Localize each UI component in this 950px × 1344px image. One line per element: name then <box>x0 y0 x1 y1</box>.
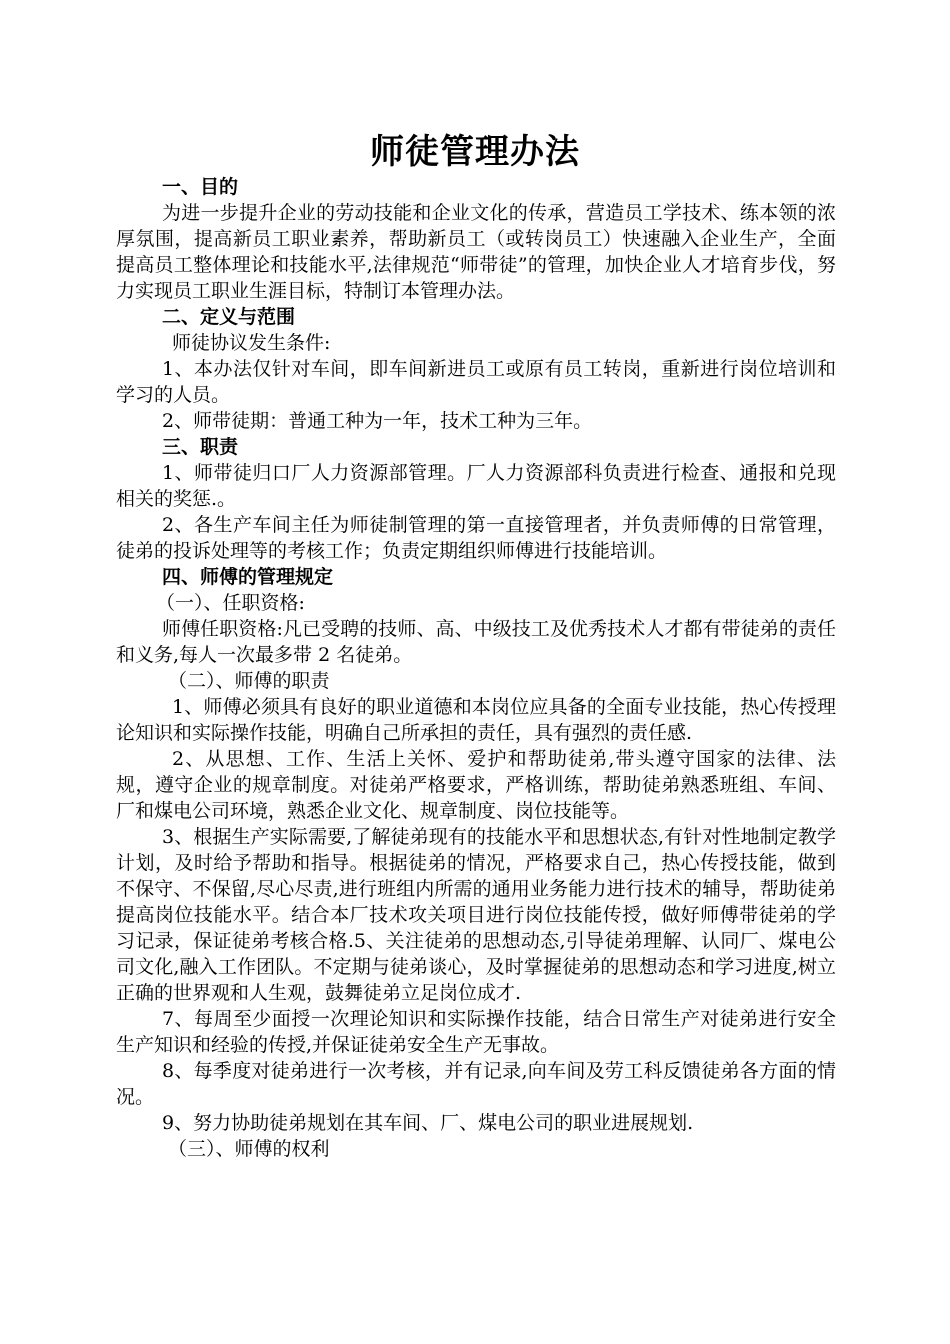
paragraph: 1、师带徒归口厂人力资源部管理。厂人力资源部科负责进行检查、通报和兑现相关的奖惩.。 <box>116 462 836 510</box>
paragraph: 7、每周至少面授一次理论知识和实际操作技能，结合日常生产对徒弟进行安全生产知识和经验的传授,并保证徒弟安全生产无事故。 <box>116 1008 836 1056</box>
paragraph: 2、从思想、工作、生活上关怀、爱护和帮助徒弟,带头遵守国家的法律、法规，遵守企业的规章制度。对徒弟严格要求，严格训练，帮助徒弟熟悉班组、车间、厂和煤电公司环境，熟悉企业文化、规章制度、岗位技能等。 <box>116 748 836 822</box>
paragraph: 为进一步提升企业的劳动技能和企业文化的传承，营造员工学技术、练本领的浓厚氛围，提高新员工职业素养，帮助新员工（或转岗员工）快速融入企业生产，全面提高员工整体理论和技能水平,法律规范“师带徒”的管理，加快企业人才培育步伐，努力实现员工职业生涯目标，特制订本管理办法。 <box>116 202 836 302</box>
section-heading: 四、师傅的管理规定 <box>162 566 334 588</box>
paragraph: 师傅任职资格:凡已受聘的技师、高、中级技工及优秀技术人才都有带徒弟的责任和义务,每人一次最多带 2 名徒弟。 <box>116 618 836 666</box>
paragraph: 2、各生产车间主任为师徒制管理的第一直接管理者，并负责师傅的日常管理，徒弟的投诉处理等的考核工作；负责定期组织师傅进行技能培训。 <box>116 514 836 562</box>
paragraph: （三）、师傅的权利 <box>168 1138 330 1160</box>
document-title: 师徒管理办法 <box>370 132 580 172</box>
document-body <box>116 174 836 1162</box>
paragraph: 2、师带徒期：普通工种为一年，技术工种为三年。 <box>162 410 593 432</box>
paragraph: 8、每季度对徒弟进行一次考核，并有记录,向车间及劳工科反馈徒弟各方面的情况。 <box>116 1060 836 1108</box>
paragraph: 师徒协议发生条件: <box>172 332 331 354</box>
section-heading: 三、职责 <box>162 436 239 458</box>
paragraph: 3、根据生产实际需要,了解徒弟现有的技能水平和思想状态,有针对性地制定教学计划，及时给予帮助和指导。根据徒弟的情况，严格要求自己，热心传授技能，做到不保守、不保留,尽心尽责,进行班组内所需的通用业务能力进行技术的辅导，帮助徒弟提高岗位技能水平。结合本厂技术攻关项目进行岗位技能传授，做好师傅带徒弟的学习记录，保证徒弟考核合格.5、关注徒弟的思想动态,引导徒弟理解、认同厂、煤电公司文化,融入工作团队。不定期与徒弟谈心，及时掌握徒弟的思想动态和学习进度,树立正确的世界观和人生观，鼓舞徒弟立足岗位成才. <box>116 826 836 1004</box>
paragraph: 1、师傅必须具有良好的职业道德和本岗位应具备的全面专业技能，热心传授理论知识和实际操作技能，明确自己所承担的责任，具有强烈的责任感. <box>116 696 836 744</box>
section-heading: 二、定义与范围 <box>162 306 296 328</box>
paragraph: （二）、师傅的职责 <box>168 670 330 692</box>
section-heading: 一、目的 <box>162 176 239 198</box>
paragraph: 9、努力协助徒弟规划在其车间、厂、煤电公司的职业进展规划. <box>162 1112 694 1134</box>
paragraph: 1、本办法仅针对车间，即车间新进员工或原有员工转岗，重新进行岗位培训和学习的人员。 <box>116 358 836 406</box>
paragraph: （一）、任职资格: <box>156 592 305 614</box>
